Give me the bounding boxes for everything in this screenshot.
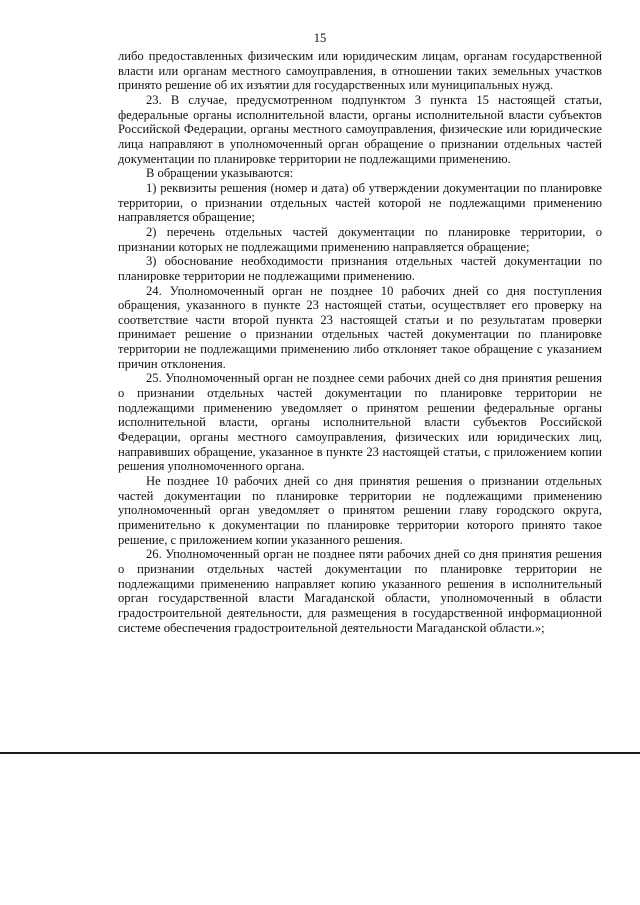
paragraph-item-24: 24. Уполномоченный орган не позднее 10 рабочих дней со дня поступления обращения, указанного в пункте 23 настоящей статьи, осуществляет его проверку на соответствие части второй пункта 23 настоящей статьи и по результатам проверки принимает решение о признании отдельных частей документации по планировке территории не подлежащими применению либо отклоняет такое обращение с указанием причин отклонения. [118,283,602,371]
paragraph-appeal-intro: В обращении указываются: [146,166,294,181]
list-item-1: 1) реквизиты решения (номер и дата) об утверждении документации по планировке территории, о признании отдельных частей которой не подлежащими применению направляется обращение; [118,180,602,225]
footer-divider [0,752,640,754]
paragraph-item-23: 23. В случае, предусмотренном подпунктом 3 пункта 15 настоящей статьи, федеральные органы исполнительной власти, органы исполнительной власти субъектов Российской Федерации, органы местного самоуправления, физические или юридические лица направляют в уполномоченный орган обращение о признании отдельных частей документации по планировке территории не подлежащими применению. [118,92,602,166]
paragraph-item-26: 26. Уполномоченный орган не позднее пяти рабочих дней со дня принятия решения о признании отдельных частей документации по планировке территории не подлежащими применению направляет копию указанного решения в исполнительный орган государственной власти Магаданской области, уполномоченный в области градостроительной деятельности, для размещения в государственной информационной системе обеспечения градостроительной деятельности Магаданской области.»; [118,547,602,635]
paragraph-item-25-part-2: Не позднее 10 рабочих дней со дня принятия решения о признании отдельных частей документации по планировке территории не подлежащими применению уполномоченный орган уведомляет о принятом решении главу городского округа, применительно к документации по планировке территории которого принято такое решение, с приложением копии указанного решения. [118,474,602,547]
paragraph-item-25: 25. Уполномоченный орган не позднее семи рабочих дней со дня принятия решения о признании отдельных частей документации по планировке территории не подлежащими применению уведомляет о принятом решении федеральные органы исполнительной власти, органы исполнительной власти субъектов Российской Федерации, органы местного самоуправления, физических или юридических лиц, направивших обращение, указанное в пункте 23 настоящей статьи, с приложением копии решения уполномоченного органа. [118,371,602,474]
paragraph-continuation: либо предоставленных физическим или юридическим лицам, органам государственной власти или органам местного самоуправления, в отношении таких земельных участков принято решение об их изъятии для государственных или муниципальных нужд. [118,49,602,93]
list-item-3: 3) обоснование необходимости признания отдельных частей документации по планировке территории не подлежащими применению. [118,254,602,283]
page-number: 15 [313,31,327,45]
list-item-2: 2) перечень отдельных частей документации по планировке территории, о признании которых не подлежащими применению направляется обращение; [118,224,602,254]
document-body [118,49,602,635]
